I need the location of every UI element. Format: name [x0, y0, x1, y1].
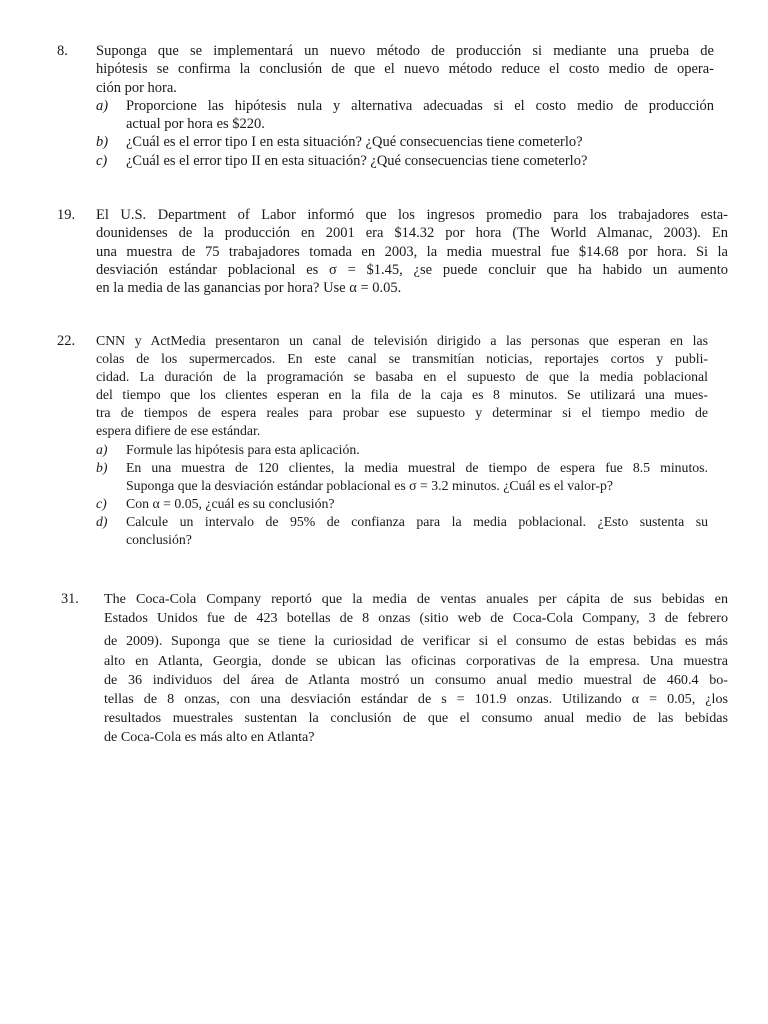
text-line: Calcule un intervalo de 95% de confianza para la media poblacional. ¿Esto sustenta su [126, 513, 708, 529]
text-line: hipótesis se confirma la conclusión de que el nuevo método reduce el costo medio de opera- [96, 61, 714, 78]
problem-number: 19. [57, 207, 76, 223]
text-line: de 2009). Suponga que se tiene la curiosidad de verificar si el consumo de estas bebidas es más [104, 633, 728, 650]
text-line: actual por hora es $220. [126, 116, 265, 133]
text-line: Estados Unidos fue de 423 botellas de 8 onzas (sitio web de Coca-Cola Company, 3 de febrero [104, 610, 728, 627]
sub-item-label: d) [96, 513, 108, 529]
text-line: de Coca-Cola es más alto en Atlanta? [104, 729, 315, 746]
text-line: CNN y ActMedia presentaron un canal de televisión dirigido a las personas que esperan en las [96, 333, 708, 348]
text-line: The Coca-Cola Company reportó que la media de ventas anuales per cápita de sus bebidas en [104, 591, 728, 607]
text-line: espera difiere de ese estándar. [96, 423, 261, 439]
sub-item-label: b) [96, 459, 108, 475]
text-line: En una muestra de 120 clientes, la media muestral de tiempo de espera fue 8.5 minutos. [126, 459, 708, 475]
text-line: en la media de las ganancias por hora? Use α = 0.05. [96, 280, 402, 297]
sub-item-label: a) [96, 441, 108, 457]
text-line: ¿Cuál es el error tipo II en esta situación? ¿Qué consecuencias tiene cometerlo? [126, 152, 588, 169]
sub-item-a [96, 97, 714, 134]
problem-text [96, 42, 714, 170]
text-line: Proporcione las hipótesis nula y alternativa adecuadas si el costo medio de producción [126, 97, 714, 114]
text-line: dounidenses de la producción en 2001 era $14.32 por hora (The World Almanac, 2003). En [96, 225, 728, 242]
text-line: Con α = 0.05, ¿cuál es su conclusión? [126, 495, 335, 511]
problem-text [96, 206, 728, 297]
sub-item-c [96, 152, 714, 170]
text-line: desviación estándar poblacional es σ = $1.45, ¿se puede concluir que ha habido un aumento [96, 261, 728, 278]
text-line: colas de los supermercados. En este canal se transmitían noticias, reportajes cortos y publi- [96, 351, 708, 367]
text-line: tra de tiempos de espera reales para probar ese supuesto y determinar si el tiempo medio de [96, 405, 708, 421]
sub-item-d [96, 513, 708, 549]
text-line: Suponga que se implementará un nuevo método de producción si mediante una prueba de [96, 43, 714, 59]
text-line: una muestra de 75 trabajadores tomada en 2003, la media muestral fue $14.68 por hora. Si la [96, 243, 728, 260]
text-line: El U.S. Department of Labor informó que los ingresos promedio para los trabajadores esta- [96, 207, 728, 223]
problem-text [104, 590, 728, 748]
text-line: resultados muestrales sustentan la conclusión de que el consumo anual medio de las bebidas [104, 710, 728, 727]
sub-item-a [96, 441, 708, 459]
problem-number: 8. [57, 43, 68, 59]
sub-item-b [96, 133, 714, 151]
sub-item-b [96, 459, 708, 495]
text-line: conclusión? [126, 532, 192, 548]
sub-item-label: c) [96, 495, 107, 511]
text-line: Suponga que la desviación estándar poblacional es σ = 3.2 minutos. ¿Cuál es el valor-p? [126, 477, 613, 493]
sub-item-label: b) [96, 134, 109, 151]
text-line: cidad. La duración de la programación se basaba en el supuesto de que la media poblacional [96, 369, 708, 385]
text-line: ¿Cuál es el error tipo I en esta situación? ¿Qué consecuencias tiene cometerlo? [126, 134, 583, 151]
text-line: tellas de 8 onzas, con una desviación estándar de s = 101.9 onzas. Utilizando α = 0.05, ¿los [104, 691, 728, 708]
text-line: Formule las hipótesis para esta aplicación. [126, 441, 360, 457]
sub-item-label: a) [96, 97, 109, 114]
text-line: alto en Atlanta, Georgia, donde se ubican las oficinas corporativas de la empresa. Una muestra [104, 652, 728, 669]
text-line: ción por hora. [96, 79, 177, 96]
text-line: de 36 individuos del área de Atlanta mostró un consumo anual medio muestral de 460.4 bo- [104, 671, 728, 688]
sub-item-label: c) [96, 152, 108, 169]
problem-text [96, 332, 708, 549]
sub-item-c [96, 495, 708, 513]
problem-number: 31. [61, 591, 79, 607]
problem-number: 22. [57, 333, 76, 349]
text-line: del tiempo que los clientes esperan en la fila de la caja es 8 minutos. Se utilizará una mues- [96, 387, 708, 403]
